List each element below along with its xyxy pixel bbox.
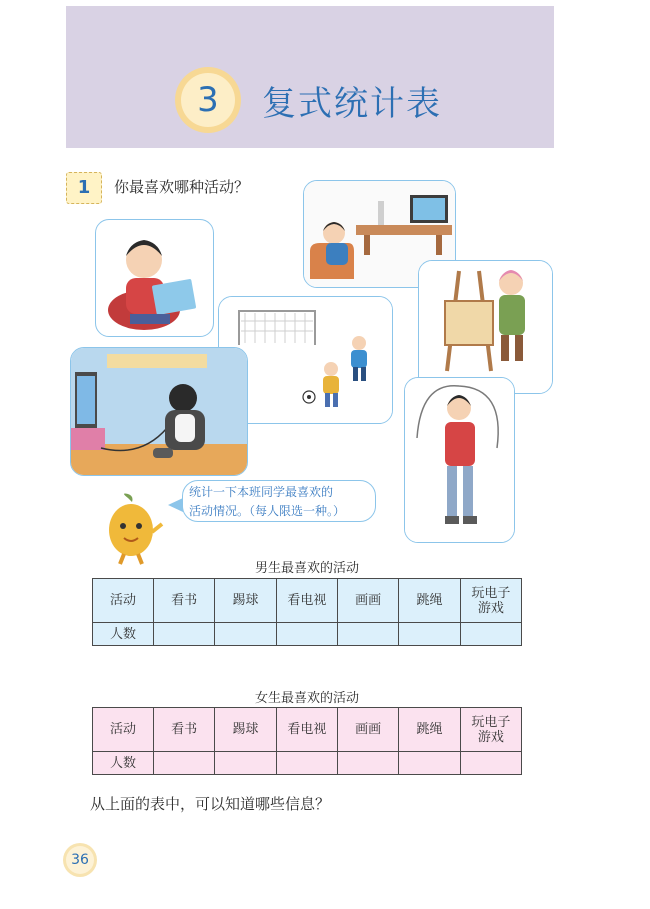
exercise-number: 1: [66, 172, 102, 204]
table-row: [93, 752, 522, 775]
chapter-number: 3: [197, 80, 219, 120]
count-cell[interactable]: [154, 623, 215, 646]
page-number: 36: [71, 852, 89, 868]
mascot-icon: [98, 492, 164, 566]
count-cell[interactable]: [154, 752, 215, 775]
header-label: 活动: [93, 708, 154, 752]
boys-table-caption: 男生最喜欢的活动: [254, 561, 359, 576]
girls-activity-table: [92, 707, 522, 775]
table-row: [93, 579, 522, 623]
activity-rope-skipping: 跳绳: [399, 708, 460, 752]
speech-line-1: 统计一下本班同学最喜欢的: [189, 485, 334, 499]
videogame-illustration: [70, 347, 248, 476]
activity-tv: 看电视: [276, 708, 337, 752]
table-row: [93, 708, 522, 752]
page-number-badge: [62, 842, 98, 878]
exercise-question: 你最喜欢哪种活动？: [114, 178, 250, 196]
count-cell[interactable]: [215, 752, 276, 775]
count-cell[interactable]: [399, 752, 460, 775]
count-cell[interactable]: [399, 623, 460, 646]
table-row: [93, 623, 522, 646]
rope-skipping-illustration: [404, 377, 515, 543]
chapter-title: 复式统计表: [262, 84, 442, 124]
activity-video-games-line2: 游戏: [477, 600, 504, 616]
activity-soccer: 踢球: [215, 708, 276, 752]
activity-video-games-line2: 游戏: [477, 729, 504, 745]
count-cell[interactable]: [215, 623, 276, 646]
count-label: 人数: [93, 752, 154, 775]
activity-soccer: 踢球: [215, 579, 276, 623]
activity-video-games: [460, 708, 521, 752]
activity-video-games: [460, 579, 521, 623]
speech-bubble-tail: [168, 498, 183, 512]
speech-bubble: [182, 480, 376, 522]
header-label: 活动: [93, 579, 154, 623]
speech-line-2: 活动情况。（每人限选一种。）: [189, 504, 346, 518]
reading-illustration: [95, 219, 214, 337]
activity-reading: 看书: [154, 579, 215, 623]
count-cell[interactable]: [276, 623, 337, 646]
activity-painting: 画画: [337, 579, 398, 623]
footer-question: 从上面的表中，可以知道哪些信息？: [90, 795, 331, 813]
activity-video-games-line1: 玩电子: [471, 714, 511, 730]
count-label: 人数: [93, 623, 154, 646]
painting-illustration: [418, 260, 553, 394]
count-cell[interactable]: [337, 752, 398, 775]
girls-table-caption: 女生最喜欢的活动: [254, 691, 359, 706]
activity-painting: 画画: [337, 708, 398, 752]
activity-reading: 看书: [154, 708, 215, 752]
activity-video-games-line1: 玩电子: [471, 585, 511, 601]
activity-rope-skipping: 跳绳: [399, 579, 460, 623]
activity-tv: 看电视: [276, 579, 337, 623]
chapter-number-badge: [174, 66, 242, 134]
count-cell[interactable]: [460, 752, 521, 775]
count-cell[interactable]: [460, 623, 521, 646]
boys-activity-table: [92, 578, 522, 646]
count-cell[interactable]: [337, 623, 398, 646]
count-cell[interactable]: [276, 752, 337, 775]
